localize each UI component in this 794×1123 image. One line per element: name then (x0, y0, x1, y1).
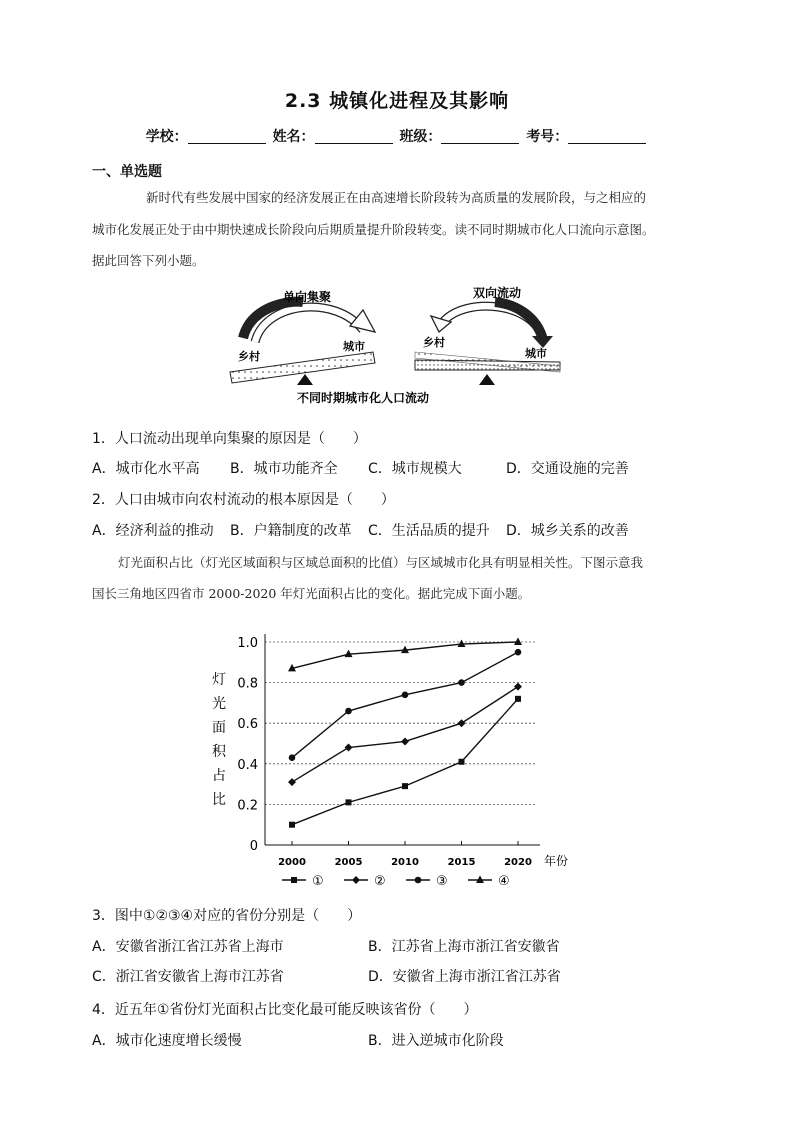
data-point (288, 778, 296, 786)
city-label-right: 城市 (525, 347, 547, 360)
legend-item (282, 874, 324, 889)
x-tick-label: 2010 (391, 857, 419, 868)
passage1-line3: 据此回答下列小题。 (92, 253, 205, 268)
q1-option-b[interactable]: B．城市功能齐全 (230, 461, 338, 477)
data-point (345, 708, 352, 715)
passage2-line2: 国长三角地区四省市 2000-2020 年灯光面积占比的变化。据此完成下面小题。 (92, 586, 531, 601)
q3-option-a[interactable]: A．安徽省浙江省江苏省上海市 (92, 939, 284, 955)
q2-option-d[interactable]: D．城乡关系的改善 (506, 523, 629, 539)
student-info-line (0, 126, 794, 146)
data-point (402, 691, 409, 698)
q3-option-d[interactable]: D．安徽省上海市浙江省江苏省 (368, 969, 561, 985)
y-tick-label: 1.0 (237, 636, 258, 651)
series-4 (288, 638, 522, 672)
q4-stem: 4．近五年①省份灯光面积占比变化最可能反映该省份（ ） (92, 1002, 478, 1018)
data-point (289, 822, 295, 828)
population-flow-diagram (225, 280, 575, 408)
y-axis-label-char: 光 (212, 696, 226, 712)
x-axis-label: 年份 (544, 854, 569, 868)
legend-label: ① (312, 874, 324, 889)
y-tick-label: 0 (249, 839, 258, 854)
rural-label-left: 乡村 (238, 350, 260, 363)
q3-stem: 3．图中①②③④对应的省份分别是（ ） (92, 908, 362, 924)
city-label-left: 城市 (343, 340, 365, 353)
q2-stem: 2．人口由城市向农村流动的根本原因是（ ） (92, 492, 395, 508)
school-label: 学校： (145, 129, 188, 145)
legend-label: ④ (498, 874, 510, 889)
exam-no-label: 考号： (526, 129, 569, 145)
x-tick-label: 2015 (447, 857, 476, 868)
section-heading: 一、单选题 (92, 164, 162, 180)
legend-item (344, 874, 386, 889)
q2-option-a[interactable]: A．经济利益的推动 (92, 523, 214, 539)
one-way-label: 单向集聚 (283, 290, 332, 304)
q2-option-b[interactable]: B．户籍制度的改革 (230, 523, 352, 539)
legend-label: ③ (436, 874, 448, 889)
name-field[interactable] (315, 129, 393, 144)
y-tick-label: 0.8 (237, 676, 258, 692)
data-point (346, 799, 352, 805)
passage1-line1: 新时代有些发展中国家的经济发展正在由高速增长阶段转为高质量的发展阶段，与之相应的 (146, 190, 647, 205)
fulcrum-right (479, 374, 495, 385)
y-axis-label-char: 积 (212, 744, 226, 760)
y-tick-label: 0.6 (237, 717, 258, 733)
data-point (352, 876, 360, 884)
class-field[interactable] (441, 129, 519, 144)
data-point (291, 877, 297, 883)
y-axis-label-char: 灯 (212, 672, 226, 688)
passage2-line1: 灯光面积占比（灯光区域面积与区域总面积的比值）与区域城市化具有明显相关性。下图示意我 (118, 555, 644, 570)
q1-option-a[interactable]: A．城市化水平高 (92, 461, 200, 477)
data-point (515, 696, 521, 702)
data-point (402, 783, 408, 789)
name-label: 姓名： (272, 129, 315, 145)
x-tick-label: 2020 (504, 857, 532, 868)
exam-no-field[interactable] (568, 129, 646, 144)
legend-item (406, 874, 448, 889)
q1-option-d[interactable]: D．交通设施的完善 (506, 461, 629, 477)
q3-option-b[interactable]: B．江苏省上海市浙江省安徽省 (368, 939, 560, 955)
rural-label-right: 乡村 (423, 336, 445, 349)
data-point (459, 759, 465, 765)
y-axis-label-char: 比 (212, 792, 226, 808)
class-label: 班级： (399, 129, 442, 145)
data-point (289, 754, 296, 761)
y-axis-label (212, 672, 227, 808)
data-point (458, 719, 466, 727)
y-tick-label: 0.2 (237, 798, 258, 814)
q3-option-c[interactable]: C．浙江省安徽省上海市江苏省 (92, 969, 284, 985)
data-point (515, 649, 522, 656)
legend-label: ② (374, 874, 386, 889)
legend-item (468, 874, 510, 889)
q4-option-a[interactable]: A．城市化速度增长缓慢 (92, 1033, 242, 1049)
two-way-balance (415, 285, 560, 385)
y-axis-label-char: 占 (212, 768, 226, 784)
school-field[interactable] (188, 129, 266, 144)
y-tick-label: 0.4 (237, 757, 258, 773)
one-way-balance (230, 289, 375, 385)
x-tick-label: 2000 (278, 857, 306, 868)
q2-option-c[interactable]: C．生活品质的提升 (368, 523, 490, 539)
q1-stem: 1．人口流动出现单向集聚的原因是（ ） (92, 431, 367, 447)
passage1-line2: 城市化发展正处于由中期快速成长阶段向后期质量提升阶段转变。读不同时期城市化人口流向示意图。 (92, 222, 655, 237)
data-point (458, 679, 465, 686)
q1-option-c[interactable]: C．城市规模大 (368, 461, 462, 477)
fulcrum-left (297, 374, 313, 385)
y-axis-label-char: 面 (212, 720, 226, 736)
light-area-ratio-chart (200, 620, 600, 892)
series-line (292, 687, 518, 782)
q4-option-b[interactable]: B．进入逆城市化阶段 (368, 1033, 504, 1049)
page-title: 2.3 城镇化进程及其影响 (284, 90, 510, 112)
data-point (401, 737, 409, 745)
diagram-caption: 不同时期城市化人口流动 (297, 391, 430, 405)
series-1 (289, 696, 521, 828)
data-point (345, 744, 353, 752)
data-point (514, 683, 522, 691)
data-point (476, 876, 484, 884)
data-point (514, 638, 522, 646)
data-point (415, 877, 422, 884)
two-way-label: 双向流动 (473, 286, 522, 300)
x-tick-label: 2005 (334, 857, 363, 868)
